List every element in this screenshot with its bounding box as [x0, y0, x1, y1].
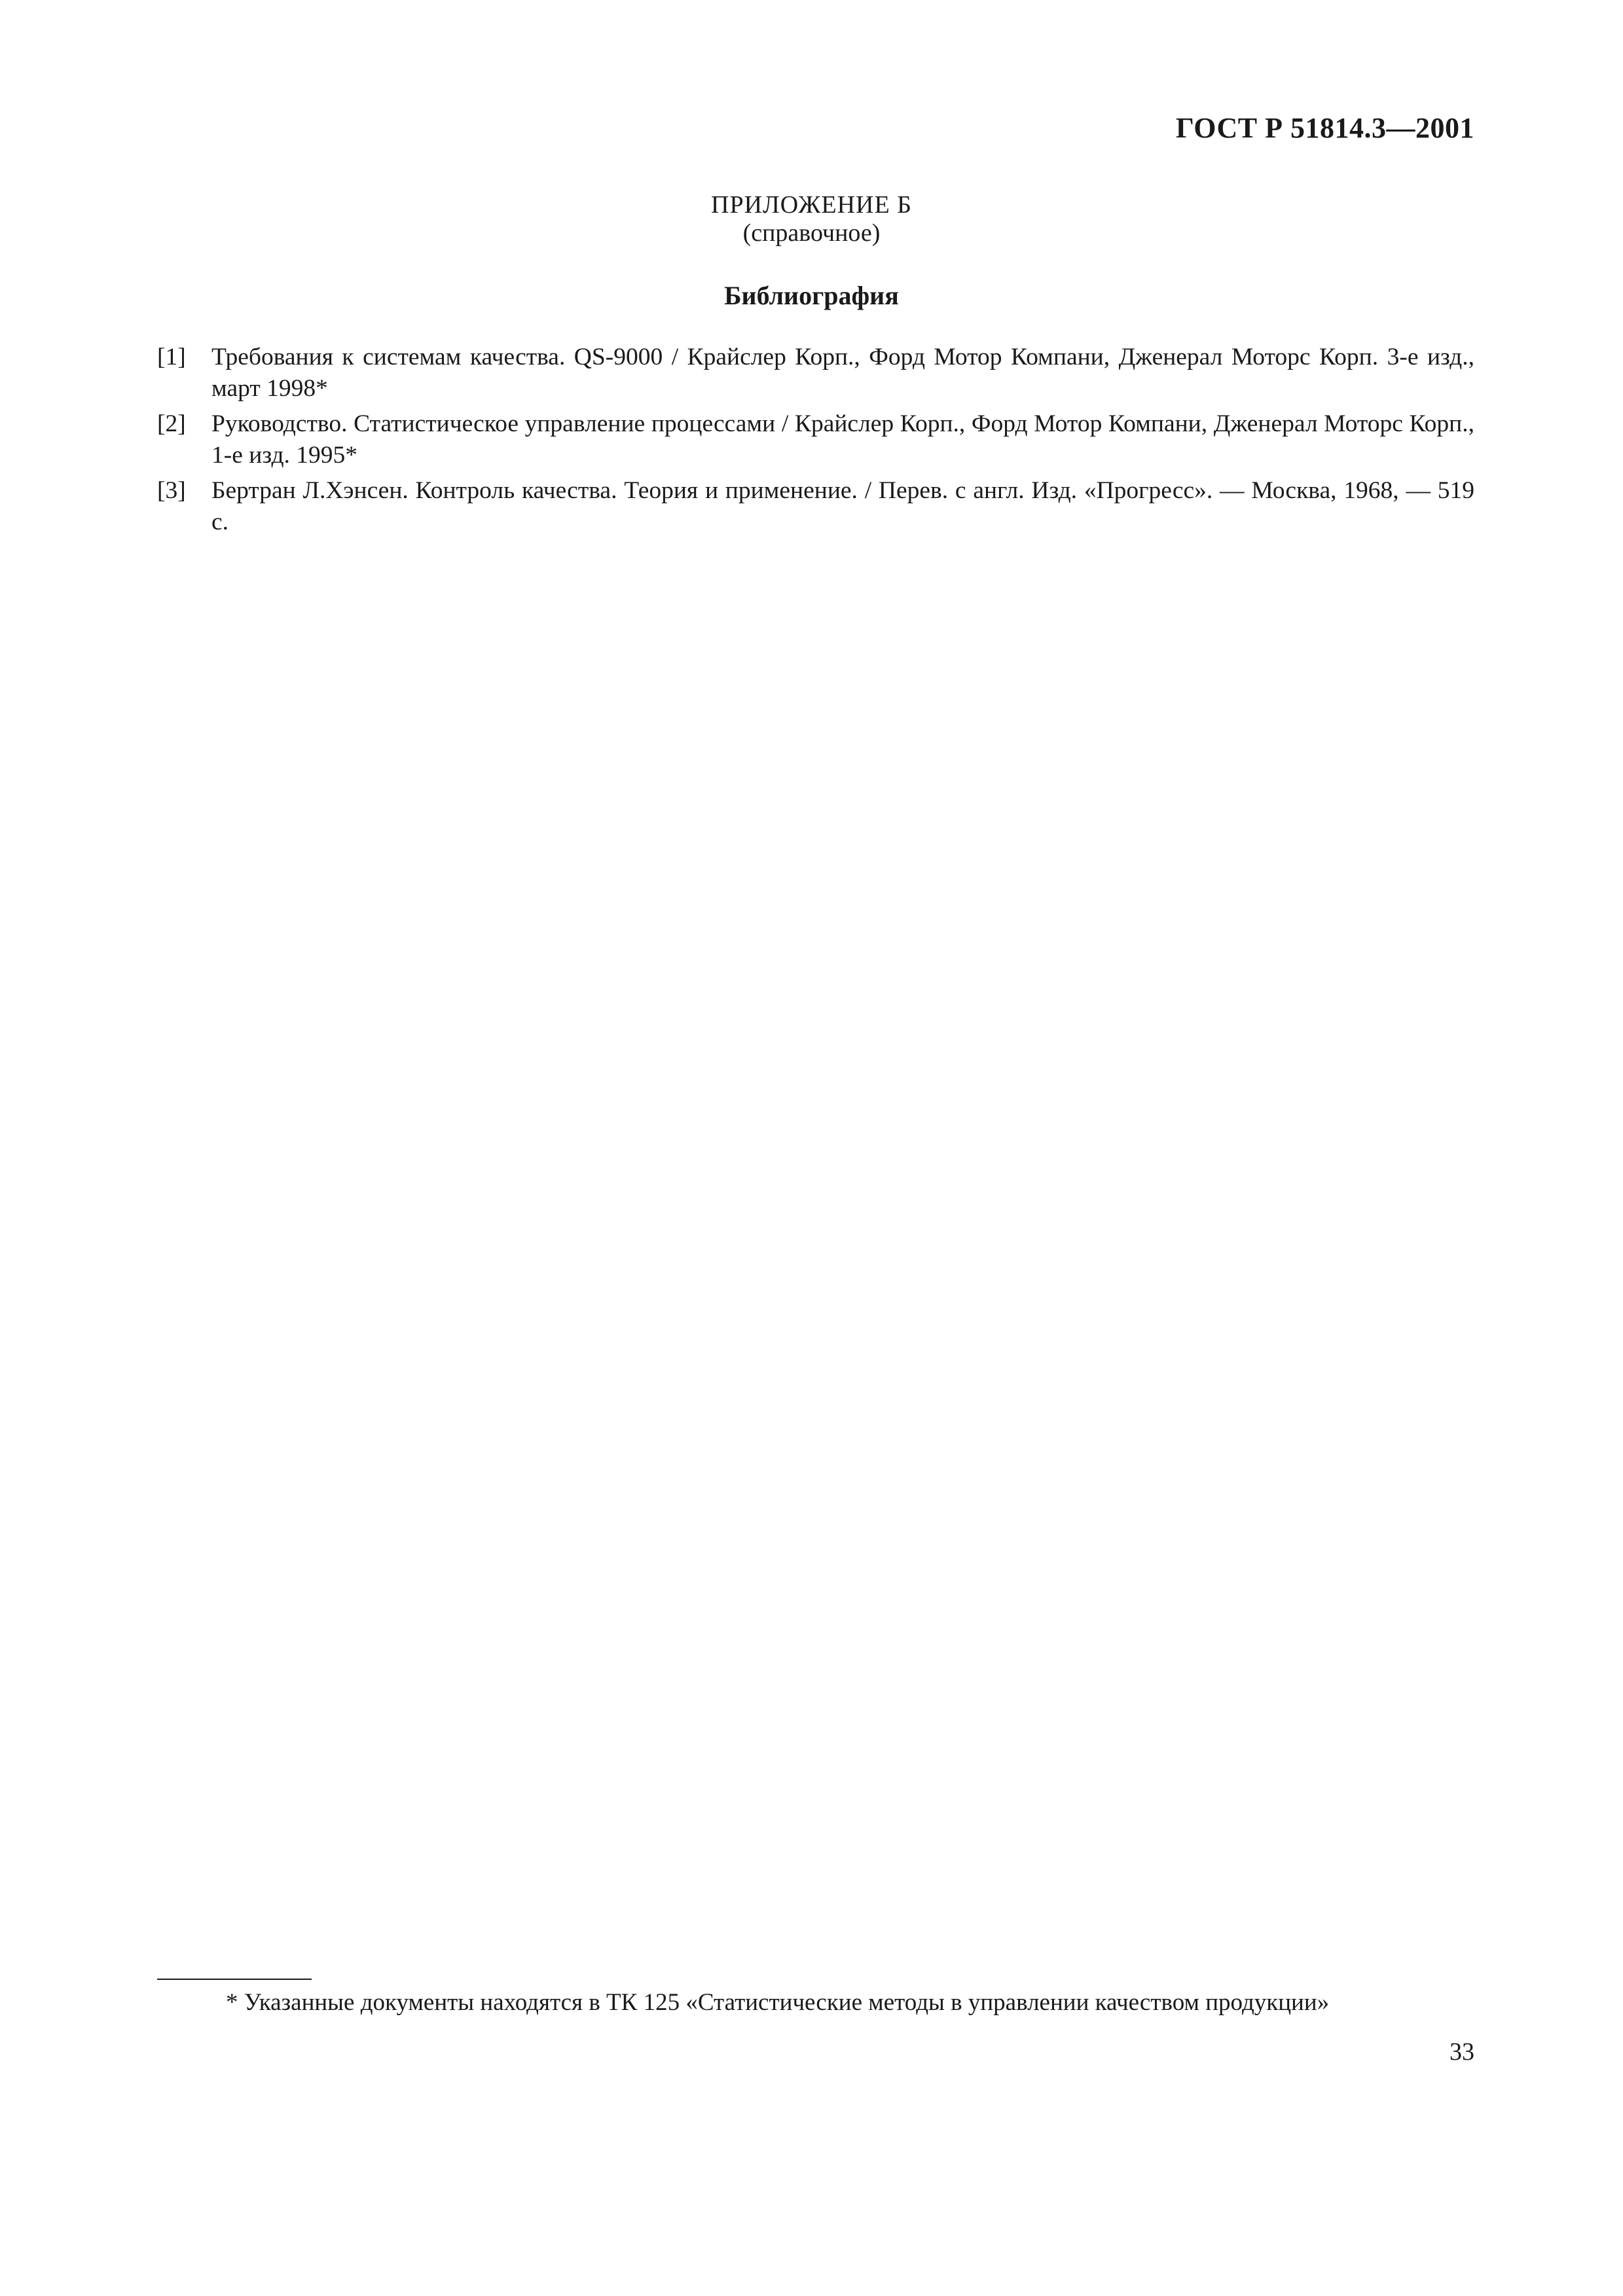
bibliography-entry-2 [157, 408, 1474, 471]
bibliography-entry-3 [157, 475, 1474, 538]
appendix-subtitle: (справочное) [742, 219, 881, 247]
appendix-title: ПРИЛОЖЕНИЕ Б [711, 191, 912, 219]
bibliography-entry-1 [157, 342, 1474, 404]
bibliography-list [157, 342, 1474, 542]
bibliography-entry-text: Руководство. Статистическое управление процессами / Крайслер Корп., Форд Мотор Компани, Дженерал Моторс Корп., 1-е изд. 1995* [211, 410, 1474, 469]
page-number: 33 [1450, 2038, 1474, 2066]
document-code-header: ГОСТ Р 51814.3—2001 [1175, 112, 1474, 144]
footnote-divider [157, 1979, 312, 1980]
bibliography-entry-number: [1] [157, 344, 186, 370]
footnote: * Указанные документы находятся в ТК 125 «Статистические методы в управлении качеством продукции» [226, 1989, 1330, 2016]
bibliography-heading: Библиография [724, 281, 899, 310]
bibliography-entry-number: [2] [157, 410, 186, 437]
bibliography-entry-text: Требования к системам качества. QS-9000 / Крайслер Корп., Форд Мотор Компани, Дженерал Моторс Корп. 3-е изд., март 1998* [211, 344, 1474, 402]
bibliography-entry-number: [3] [157, 477, 186, 504]
bibliography-entry-text: Бертран Л.Хэнсен. Контроль качества. Теория и применение. / Перев. с англ. Изд. «Прогресс». — Москва, 1968, — 519 с. [211, 477, 1474, 535]
